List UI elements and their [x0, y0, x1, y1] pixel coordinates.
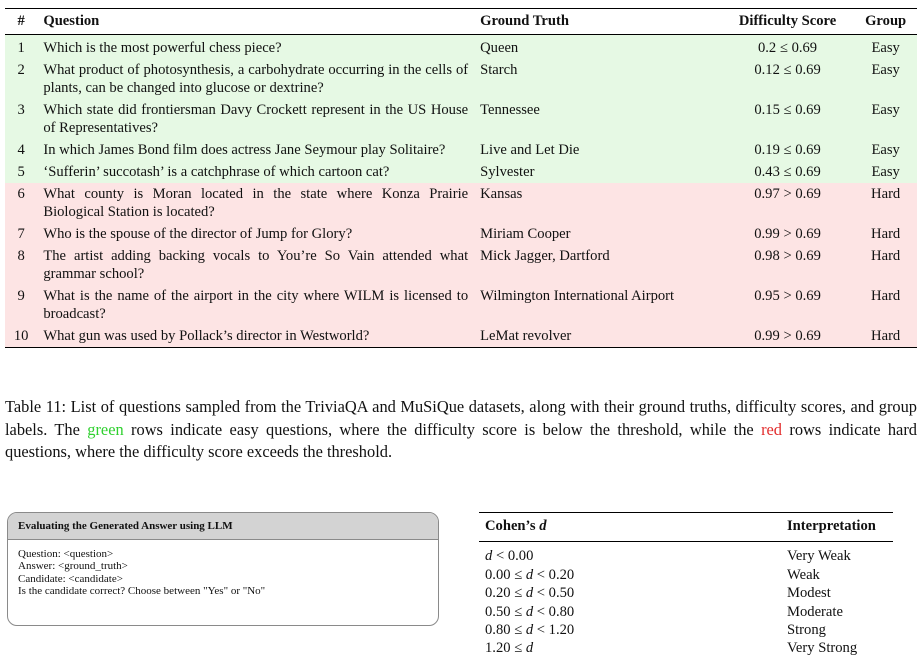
cohen-interpretation: Strong — [787, 622, 826, 639]
row-number: 3 — [5, 99, 37, 139]
llm-evaluation-prompt-box — [7, 512, 439, 626]
cohen-variable: d — [485, 548, 493, 565]
row-question: Which is the most powerful chess piece? — [37, 35, 474, 60]
row-number: 7 — [5, 223, 37, 245]
difficulty-score: 0.12 — [754, 62, 780, 78]
row-question: What gun was used by Pollack’s director in Westworld? — [37, 325, 474, 348]
row-question: In which James Bond film does actress Jane Seymour play Solitaire? — [37, 139, 474, 161]
table-row — [5, 59, 917, 99]
difficulty-op: > — [783, 248, 792, 264]
cohen-header-row — [479, 513, 893, 542]
caption-part-2: rows indicate easy questions, where the difficulty score is below the threshold, while the — [123, 419, 762, 439]
row-question: The artist adding backing vocals to You’re So Vain attended what grammar school? — [37, 245, 474, 285]
table-row — [5, 183, 917, 223]
row-difficulty-score — [721, 183, 854, 223]
difficulty-op: ≤ — [779, 40, 788, 56]
row-group: Easy — [854, 99, 917, 139]
row-number: 4 — [5, 139, 37, 161]
row-question: ‘Sufferin’ succotash’ is a catchphrase of which cartoon cat? — [37, 161, 474, 183]
difficulty-op: > — [783, 288, 792, 304]
row-ground-truth: Wilmington International Airport — [474, 285, 721, 325]
row-group: Easy — [854, 59, 917, 99]
row-group: Easy — [854, 139, 917, 161]
difficulty-score: 0.43 — [754, 164, 780, 180]
row-number: 9 — [5, 285, 37, 325]
cohen-range: 0.50 ≤ d < 0.80 — [485, 603, 575, 620]
row-number: 10 — [5, 325, 37, 348]
header-group: Group — [854, 9, 917, 35]
header-question: Question — [37, 9, 474, 35]
prompt-line-question: Question: <question> — [18, 548, 114, 560]
header-ground-truth: Ground Truth — [474, 9, 721, 35]
header-num: # — [5, 9, 37, 35]
difficulty-op: > — [783, 186, 792, 202]
cohen-row — [479, 566, 893, 584]
row-group: Hard — [854, 325, 917, 348]
row-ground-truth: Queen — [474, 35, 721, 60]
cohen-interpretation: Moderate — [787, 603, 843, 620]
questions-table — [5, 8, 917, 348]
cohen-header-left — [479, 513, 781, 542]
difficulty-threshold: 0.69 — [795, 164, 821, 180]
difficulty-score: 0.15 — [754, 102, 780, 118]
row-group: Hard — [854, 285, 917, 325]
table-row — [5, 245, 917, 285]
table-row — [5, 325, 917, 348]
cohen-range: 0.20 ≤ d < 0.50 — [485, 585, 575, 602]
difficulty-threshold: 0.69 — [795, 288, 821, 304]
row-difficulty-score — [721, 245, 854, 285]
row-number: 5 — [5, 161, 37, 183]
cohen-header-variable: d — [539, 518, 547, 534]
row-difficulty-score — [721, 161, 854, 183]
cohen-header-right: Interpretation — [781, 513, 893, 542]
difficulty-op: ≤ — [783, 102, 792, 118]
row-ground-truth: Tennessee — [474, 99, 721, 139]
prompt-line-instruction: Is the candidate correct? Choose between "Yes" or "No" — [18, 585, 266, 598]
row-difficulty-score — [721, 325, 854, 348]
cohens-d-table-body — [479, 542, 893, 658]
row-question: Which state did frontiersman Davy Crockett represent in the US House of Representatives? — [37, 99, 474, 139]
difficulty-score: 0.2 — [757, 40, 777, 56]
row-group: Hard — [854, 245, 917, 285]
cohen-row — [479, 542, 893, 566]
row-number: 8 — [5, 245, 37, 285]
cohen-range: 0.00 ≤ d < 0.20 — [485, 566, 575, 583]
cohen-interpretation: Modest — [787, 585, 831, 602]
row-question: What is the name of the airport in the city where WILM is licensed to broadcast? — [37, 285, 474, 325]
cohen-variable: d — [525, 622, 534, 639]
cohen-interpretation: Very Strong — [787, 640, 858, 657]
row-group: Easy — [854, 35, 917, 60]
cohen-row — [479, 621, 893, 639]
row-question: What county is Moran located in the state where Konza Prairie Biological Station is located? — [37, 183, 474, 223]
table-row — [5, 35, 917, 60]
cohen-variable: d — [525, 603, 534, 620]
difficulty-threshold: 0.69 — [795, 186, 821, 202]
prompt-line-candidate: Candidate: <candidate> — [18, 572, 123, 585]
cohen-row — [479, 639, 893, 657]
row-ground-truth: Starch — [474, 59, 721, 99]
difficulty-score: 0.98 — [754, 248, 780, 264]
difficulty-threshold: 0.69 — [795, 328, 821, 344]
table-header-row — [5, 9, 917, 35]
prompt-box-body — [8, 540, 438, 606]
difficulty-threshold: 0.69 — [795, 62, 821, 78]
cohen-range: 1.20 ≤ d — [485, 640, 534, 657]
cohen-range: 0.80 ≤ d < 1.20 — [485, 622, 575, 639]
difficulty-op: > — [783, 328, 792, 344]
caption-green-word: green — [87, 419, 124, 439]
cohen-interpretation: Very Weak — [787, 548, 851, 565]
difficulty-threshold: 0.69 — [795, 226, 821, 242]
difficulty-threshold: 0.69 — [795, 248, 821, 264]
header-difficulty-score: Difficulty Score — [721, 9, 854, 35]
cohen-row — [479, 584, 893, 602]
difficulty-op: ≤ — [783, 164, 792, 180]
table-row — [5, 223, 917, 245]
difficulty-op: > — [783, 226, 792, 242]
table-row — [5, 139, 917, 161]
cohen-header-label: Cohen’s — [485, 518, 536, 534]
difficulty-threshold: 0.69 — [791, 40, 818, 56]
table-caption — [5, 396, 917, 464]
row-question: What product of photosynthesis, a carbohydrate occurring in the cells of plants, can be changed into glucose or dextrine? — [37, 59, 474, 99]
difficulty-score: 0.97 — [754, 186, 780, 202]
table-row — [5, 285, 917, 325]
row-number: 1 — [5, 35, 37, 60]
row-number: 6 — [5, 183, 37, 223]
cohen-variable: d — [525, 585, 534, 602]
row-ground-truth: Live and Let Die — [474, 139, 721, 161]
difficulty-score: 0.19 — [754, 142, 780, 158]
difficulty-score: 0.95 — [754, 288, 780, 304]
caption-red-word: red — [761, 419, 782, 439]
caption-part-1: Table 11: List of questions sampled from the TriviaQA and MuSiQue datasets, along with their ground truths, difficulty scores, and group labels. The — [5, 397, 917, 439]
row-difficulty-score — [721, 223, 854, 245]
difficulty-threshold: 0.69 — [795, 102, 821, 118]
row-ground-truth: Kansas — [474, 183, 721, 223]
table-row — [5, 99, 917, 139]
difficulty-threshold: 0.69 — [795, 142, 821, 158]
prompt-line-answer: Answer: <ground_truth> — [18, 560, 128, 573]
difficulty-op: ≤ — [783, 142, 792, 158]
row-group: Hard — [854, 223, 917, 245]
questions-table-body — [5, 35, 917, 348]
cohen-variable: d — [525, 640, 534, 657]
row-ground-truth: Miriam Cooper — [474, 223, 721, 245]
caption-part-3: rows indicate hard questions, where the difficulty score exceeds the threshold. — [5, 419, 917, 461]
row-group: Easy — [854, 161, 917, 183]
row-difficulty-score — [721, 139, 854, 161]
cohen-variable: d — [525, 566, 534, 583]
prompt-box-title: Evaluating the Generated Answer using LLM — [8, 513, 438, 540]
row-question: Who is the spouse of the director of Jump for Glory? — [37, 223, 474, 245]
cohen-interpretation: Weak — [787, 566, 820, 583]
row-number: 2 — [5, 59, 37, 99]
row-difficulty-score — [721, 35, 854, 60]
cohen-range: d < 0.00 — [485, 548, 534, 565]
row-ground-truth: LeMat revolver — [474, 325, 721, 348]
difficulty-op: ≤ — [783, 62, 792, 78]
row-difficulty-score — [721, 59, 854, 99]
row-group: Hard — [854, 183, 917, 223]
row-ground-truth: Sylvester — [474, 161, 721, 183]
difficulty-score: 0.99 — [754, 226, 780, 242]
row-ground-truth: Mick Jagger, Dartford — [474, 245, 721, 285]
table-row — [5, 161, 917, 183]
cohens-d-table — [479, 512, 893, 658]
row-difficulty-score — [721, 285, 854, 325]
row-difficulty-score — [721, 99, 854, 139]
cohen-row — [479, 603, 893, 621]
difficulty-score: 0.99 — [754, 328, 780, 344]
